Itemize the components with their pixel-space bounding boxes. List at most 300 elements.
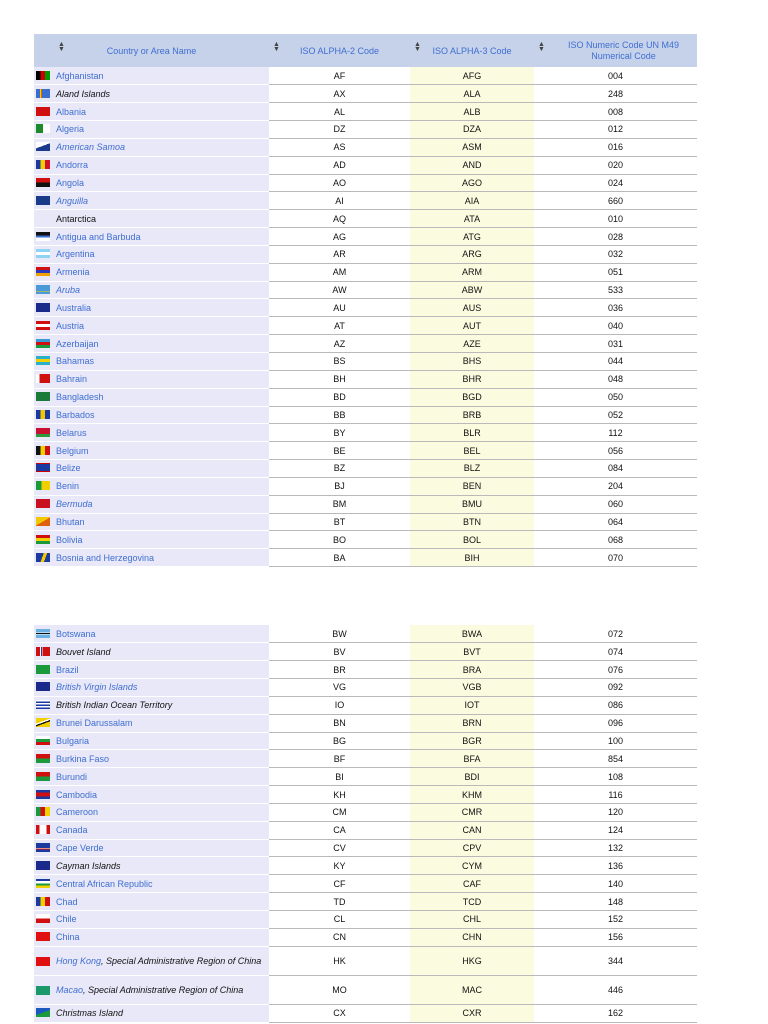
numeric-code-cell: 004 xyxy=(534,67,697,85)
numeric-code-cell: 048 xyxy=(534,370,697,388)
alpha2-cell: BS xyxy=(269,353,410,371)
alpha2-cell: AO xyxy=(269,174,410,192)
flag-icon xyxy=(36,843,50,852)
country-link[interactable]: Cape Verde xyxy=(56,843,104,854)
country-link[interactable]: Canada xyxy=(56,825,88,836)
country-link[interactable]: Chad xyxy=(56,896,78,907)
alpha3-cell: AUT xyxy=(410,317,534,335)
country-link[interactable]: China xyxy=(56,932,80,943)
flag-icon xyxy=(36,825,50,834)
alpha3-cell: BRA xyxy=(410,661,534,679)
flag-icon xyxy=(36,339,50,348)
alpha2-cell: KY xyxy=(269,857,410,875)
country-name-cell xyxy=(34,975,269,1004)
alpha2-cell: MO xyxy=(269,975,410,1004)
country-link[interactable]: Angola xyxy=(56,177,85,188)
numeric-code-cell: 120 xyxy=(534,803,697,821)
numeric-code-cell: 060 xyxy=(534,495,697,513)
flag-icon xyxy=(36,160,50,169)
alpha2-cell: TD xyxy=(269,893,410,911)
country-link[interactable]: Hong Kong xyxy=(56,955,102,966)
table-row xyxy=(34,679,697,697)
flag-icon xyxy=(36,897,50,906)
country-link[interactable]: Albania xyxy=(56,106,87,117)
alpha3-cell: BFA xyxy=(410,750,534,768)
column-header-alpha3[interactable] xyxy=(410,34,534,67)
country-codes-table-1 xyxy=(34,34,697,567)
alpha3-cell: MAC xyxy=(410,975,534,1004)
table-row xyxy=(34,643,697,661)
alpha2-cell: CF xyxy=(269,875,410,893)
country-name-cell xyxy=(34,442,269,460)
numeric-code-cell: 028 xyxy=(534,228,697,246)
country-link[interactable]: Azerbaijan xyxy=(56,338,99,349)
flag-icon xyxy=(36,249,50,258)
country-link[interactable]: Aruba xyxy=(56,285,81,296)
alpha2-cell: AR xyxy=(269,245,410,263)
country-name-cell xyxy=(34,299,269,317)
country-name: British Indian Ocean Territory xyxy=(56,700,173,711)
table-row xyxy=(34,121,697,139)
alpha2-cell: BA xyxy=(269,549,410,567)
alpha3-cell: BRB xyxy=(410,406,534,424)
alpha3-cell: VGB xyxy=(410,679,534,697)
country-name-cell xyxy=(34,531,269,549)
country-link[interactable]: Algeria xyxy=(56,124,85,135)
country-name-cell xyxy=(34,625,269,643)
alpha2-cell: AG xyxy=(269,228,410,246)
country-link[interactable]: Antigua and Barbuda xyxy=(56,231,141,242)
numeric-code-cell: 074 xyxy=(534,643,697,661)
country-link[interactable]: Bulgaria xyxy=(56,735,90,746)
flag-icon xyxy=(36,986,50,995)
numeric-code-cell: 100 xyxy=(534,732,697,750)
country-name-cell xyxy=(34,803,269,821)
alpha3-cell: BVT xyxy=(410,643,534,661)
numeric-code-cell: 050 xyxy=(534,388,697,406)
country-name-cell xyxy=(34,875,269,893)
alpha2-cell: VG xyxy=(269,679,410,697)
flag-icon xyxy=(36,861,50,870)
flag-icon xyxy=(36,285,50,294)
alpha2-cell: AW xyxy=(269,281,410,299)
alpha2-cell: BG xyxy=(269,732,410,750)
country-link[interactable]: Cameroon xyxy=(56,807,99,818)
numeric-code-cell: 148 xyxy=(534,893,697,911)
alpha2-cell: BI xyxy=(269,768,410,786)
alpha2-cell: KH xyxy=(269,786,410,804)
flag-icon xyxy=(36,807,50,816)
alpha2-cell: AS xyxy=(269,138,410,156)
alpha3-cell: BEN xyxy=(410,477,534,495)
alpha2-cell: CM xyxy=(269,803,410,821)
country-link[interactable]: Burkina Faso xyxy=(56,753,110,764)
table-row xyxy=(34,750,697,768)
country-name-cell xyxy=(34,786,269,804)
country-name-cell xyxy=(34,549,269,567)
flag-icon xyxy=(36,178,50,187)
table-row xyxy=(34,549,697,567)
flag-icon xyxy=(36,446,50,455)
alpha3-cell: HKG xyxy=(410,946,534,975)
alpha3-cell: ASM xyxy=(410,138,534,156)
country-name-cell xyxy=(34,946,269,975)
alpha3-cell: AUS xyxy=(410,299,534,317)
alpha3-cell: AZE xyxy=(410,335,534,353)
numeric-code-cell: 136 xyxy=(534,857,697,875)
country-link[interactable]: Australia xyxy=(56,302,92,313)
numeric-code-cell: 086 xyxy=(534,696,697,714)
flag-icon xyxy=(36,754,50,763)
country-name-cell xyxy=(34,495,269,513)
country-link[interactable]: Bosnia and Herzegovina xyxy=(56,552,155,563)
country-name-cell xyxy=(34,245,269,263)
country-link[interactable]: Bermuda xyxy=(56,499,93,510)
sort-icon[interactable]: ▲ ▼ xyxy=(538,41,545,53)
column-header-label: ISO ALPHA-3 Code xyxy=(432,45,512,56)
country-link[interactable]: Armenia xyxy=(56,267,90,278)
country-name-cell xyxy=(34,1004,269,1022)
table-row xyxy=(34,714,697,732)
flag-icon xyxy=(36,914,50,923)
numeric-code-cell: 344 xyxy=(534,946,697,975)
alpha3-cell: AND xyxy=(410,156,534,174)
alpha3-cell: CYM xyxy=(410,857,534,875)
country-link[interactable]: Belarus xyxy=(56,427,87,438)
table-row xyxy=(34,911,697,929)
table-row xyxy=(34,625,697,643)
alpha3-cell: ALB xyxy=(410,103,534,121)
column-header-alpha2[interactable] xyxy=(269,34,410,67)
alpha2-cell: AI xyxy=(269,192,410,210)
country-name-cell xyxy=(34,370,269,388)
country-name-cell xyxy=(34,696,269,714)
alpha2-cell: BR xyxy=(269,661,410,679)
country-link[interactable]: Chile xyxy=(56,914,77,925)
flag-icon xyxy=(36,517,50,526)
alpha3-cell: CAN xyxy=(410,821,534,839)
alpha3-cell: ALA xyxy=(410,85,534,103)
country-name-cell xyxy=(34,821,269,839)
alpha2-cell: CV xyxy=(269,839,410,857)
country-link[interactable]: Afghanistan xyxy=(56,70,104,81)
table-row xyxy=(34,893,697,911)
table-row xyxy=(34,210,697,228)
table-row xyxy=(34,85,697,103)
numeric-code-cell: 010 xyxy=(534,210,697,228)
alpha3-cell: BRN xyxy=(410,714,534,732)
alpha2-cell: BY xyxy=(269,424,410,442)
alpha2-cell: BH xyxy=(269,370,410,388)
country-codes-table-2 xyxy=(34,625,697,1023)
table-row xyxy=(34,696,697,714)
alpha3-cell: ATG xyxy=(410,228,534,246)
country-name-cell xyxy=(34,857,269,875)
alpha2-cell: BT xyxy=(269,513,410,531)
country-name: Christmas Island xyxy=(56,1008,124,1019)
alpha2-cell: DZ xyxy=(269,121,410,139)
table-row xyxy=(34,928,697,946)
flag-icon xyxy=(36,89,50,98)
column-header-label: ISO ALPHA-2 Code xyxy=(299,45,380,56)
country-link[interactable]: Belize xyxy=(56,463,81,474)
table-row xyxy=(34,839,697,857)
alpha3-cell: BTN xyxy=(410,513,534,531)
alpha2-cell: CL xyxy=(269,911,410,929)
numeric-code-cell: 020 xyxy=(534,156,697,174)
country-link[interactable]: Cambodia xyxy=(56,789,98,800)
country-link[interactable]: Bahamas xyxy=(56,356,95,367)
country-name-cell xyxy=(34,121,269,139)
alpha3-cell: TCD xyxy=(410,893,534,911)
alpha2-cell: AU xyxy=(269,299,410,317)
alpha2-cell: AM xyxy=(269,263,410,281)
flag-icon xyxy=(36,1008,50,1017)
country-name-cell xyxy=(34,210,269,228)
numeric-code-cell: 446 xyxy=(534,975,697,1004)
table-row xyxy=(34,531,697,549)
numeric-code-cell: 248 xyxy=(534,85,697,103)
country-name-cell xyxy=(34,643,269,661)
alpha3-cell: BEL xyxy=(410,442,534,460)
country-link[interactable]: American Samoa xyxy=(56,142,126,153)
alpha3-cell: BLZ xyxy=(410,460,534,478)
numeric-code-cell: 036 xyxy=(534,299,697,317)
alpha2-cell: AL xyxy=(269,103,410,121)
country-name-cell xyxy=(34,513,269,531)
country-link[interactable]: Barbados xyxy=(56,409,95,420)
country-name-cell xyxy=(34,353,269,371)
alpha2-cell: BM xyxy=(269,495,410,513)
alpha2-cell: BD xyxy=(269,388,410,406)
flag-icon xyxy=(36,790,50,799)
table-row xyxy=(34,353,697,371)
table-row xyxy=(34,406,697,424)
flag-icon xyxy=(36,772,50,781)
country-name-cell xyxy=(34,103,269,121)
numeric-code-cell: 152 xyxy=(534,911,697,929)
alpha3-cell: BGR xyxy=(410,732,534,750)
numeric-code-cell: 084 xyxy=(534,460,697,478)
table-body xyxy=(34,625,697,1022)
country-link[interactable]: Belgium xyxy=(56,445,89,456)
table-row xyxy=(34,103,697,121)
alpha2-cell: IO xyxy=(269,696,410,714)
numeric-code-cell: 112 xyxy=(534,424,697,442)
numeric-code-cell: 132 xyxy=(534,839,697,857)
table-row xyxy=(34,875,697,893)
alpha3-cell: BHS xyxy=(410,353,534,371)
country-name-cell xyxy=(34,192,269,210)
country-link[interactable]: Bhutan xyxy=(56,517,85,528)
table-row xyxy=(34,370,697,388)
alpha3-cell: CPV xyxy=(410,839,534,857)
alpha2-cell: BW xyxy=(269,625,410,643)
alpha2-cell: AT xyxy=(269,317,410,335)
country-name-cell xyxy=(34,317,269,335)
country-link[interactable]: Bahrain xyxy=(56,374,88,385)
country-link[interactable]: Brazil xyxy=(56,664,79,675)
country-link[interactable]: Central African Republic xyxy=(56,878,153,889)
country-name-suffix: , Special Administrative Region of China xyxy=(83,984,244,995)
flag-icon xyxy=(36,718,50,727)
flag-icon xyxy=(36,196,50,205)
alpha2-cell: BJ xyxy=(269,477,410,495)
country-name-cell xyxy=(34,768,269,786)
alpha3-cell: CAF xyxy=(410,875,534,893)
flag-icon xyxy=(36,232,50,241)
country-name-cell xyxy=(34,335,269,353)
country-name-cell xyxy=(34,460,269,478)
country-link[interactable]: Argentina xyxy=(56,249,95,260)
alpha3-cell: AIA xyxy=(410,192,534,210)
numeric-code-cell: 162 xyxy=(534,1004,697,1022)
numeric-code-cell: 032 xyxy=(534,245,697,263)
country-link[interactable]: Austria xyxy=(56,320,85,331)
flag-icon xyxy=(36,107,50,116)
flag-icon xyxy=(36,932,50,941)
country-link[interactable]: Anguilla xyxy=(56,195,89,206)
numeric-code-cell: 024 xyxy=(534,174,697,192)
numeric-code-cell: 076 xyxy=(534,661,697,679)
flag-icon xyxy=(36,356,50,365)
alpha2-cell: BN xyxy=(269,714,410,732)
country-name-cell xyxy=(34,67,269,85)
numeric-code-cell: 204 xyxy=(534,477,697,495)
country-name-cell xyxy=(34,477,269,495)
alpha2-cell: CX xyxy=(269,1004,410,1022)
numeric-code-cell: 854 xyxy=(534,750,697,768)
table-row xyxy=(34,67,697,85)
table-row xyxy=(34,495,697,513)
country-name-cell xyxy=(34,174,269,192)
table-row xyxy=(34,661,697,679)
numeric-code-cell: 008 xyxy=(534,103,697,121)
alpha3-cell: CXR xyxy=(410,1004,534,1022)
numeric-code-cell: 016 xyxy=(534,138,697,156)
sort-icon[interactable]: ▲ ▼ xyxy=(58,41,65,53)
flag-icon xyxy=(36,682,50,691)
flag-icon xyxy=(36,267,50,276)
country-name: Cayman Islands xyxy=(56,860,121,871)
numeric-code-cell: 140 xyxy=(534,875,697,893)
flag-icon xyxy=(36,428,50,437)
flag-icon xyxy=(36,463,50,472)
numeric-code-cell: 031 xyxy=(534,335,697,353)
country-link[interactable]: Bangladesh xyxy=(56,392,104,403)
flag-icon xyxy=(36,71,50,80)
country-name-cell xyxy=(34,138,269,156)
alpha3-cell: CHN xyxy=(410,928,534,946)
column-header-numeric[interactable] xyxy=(534,34,697,67)
numeric-code-cell: 070 xyxy=(534,549,697,567)
table-row xyxy=(34,946,697,975)
alpha2-cell: BE xyxy=(269,442,410,460)
country-name-cell xyxy=(34,750,269,768)
alpha3-cell: ATA xyxy=(410,210,534,228)
country-link[interactable]: Benin xyxy=(56,481,80,492)
alpha2-cell: AQ xyxy=(269,210,410,228)
country-link[interactable]: British Virgin Islands xyxy=(56,682,138,693)
table-row xyxy=(34,299,697,317)
sort-icon[interactable]: ▲ ▼ xyxy=(273,41,280,53)
flag-icon xyxy=(36,700,50,709)
country-link[interactable]: Brunei Darussalam xyxy=(56,718,133,729)
flag-icon xyxy=(36,553,50,562)
alpha3-cell: IOT xyxy=(410,696,534,714)
country-name: Antarctica xyxy=(56,213,97,224)
numeric-code-cell: 068 xyxy=(534,531,697,549)
country-link[interactable]: Bolivia xyxy=(56,534,83,545)
alpha3-cell: KHM xyxy=(410,786,534,804)
country-link[interactable]: Andorra xyxy=(56,160,89,171)
country-name-cell xyxy=(34,156,269,174)
table-row xyxy=(34,281,697,299)
flag-icon xyxy=(36,535,50,544)
flag-icon xyxy=(36,499,50,508)
table-row xyxy=(34,228,697,246)
country-name-suffix: , Special Administrative Region of China xyxy=(101,955,262,966)
table-row xyxy=(34,192,697,210)
alpha2-cell: BV xyxy=(269,643,410,661)
country-link[interactable]: Macao xyxy=(56,984,84,995)
alpha3-cell: BLR xyxy=(410,424,534,442)
country-name-cell xyxy=(34,714,269,732)
numeric-code-cell: 064 xyxy=(534,513,697,531)
alpha3-cell: BMU xyxy=(410,495,534,513)
table-row xyxy=(34,317,697,335)
flag-icon xyxy=(36,736,50,745)
alpha3-cell: AFG xyxy=(410,67,534,85)
table-row xyxy=(34,138,697,156)
numeric-code-cell: 052 xyxy=(534,406,697,424)
country-name-cell xyxy=(34,388,269,406)
country-name: Aland Islands xyxy=(56,88,111,99)
country-name-cell xyxy=(34,928,269,946)
numeric-code-cell: 116 xyxy=(534,786,697,804)
flag-icon xyxy=(36,957,50,966)
flag-icon xyxy=(36,879,50,888)
sort-icon[interactable]: ▲ ▼ xyxy=(414,41,421,53)
alpha2-cell: HK xyxy=(269,946,410,975)
numeric-code-cell: 012 xyxy=(534,121,697,139)
alpha3-cell: ARG xyxy=(410,245,534,263)
country-link[interactable]: Botswana xyxy=(56,628,96,639)
numeric-code-cell: 124 xyxy=(534,821,697,839)
flag-icon xyxy=(36,629,50,638)
table-row xyxy=(34,821,697,839)
numeric-code-cell: 533 xyxy=(534,281,697,299)
flag-icon xyxy=(36,124,50,133)
country-name-cell xyxy=(34,679,269,697)
flag-icon xyxy=(36,410,50,419)
numeric-code-cell: 108 xyxy=(534,768,697,786)
country-link[interactable]: Burundi xyxy=(56,771,88,782)
column-header-name[interactable] xyxy=(34,34,269,67)
table-header xyxy=(34,34,697,67)
table-row xyxy=(34,424,697,442)
table-row xyxy=(34,156,697,174)
flag-icon xyxy=(36,647,50,656)
table-row xyxy=(34,975,697,1004)
table-row xyxy=(34,442,697,460)
column-header-label: Country or Area Name xyxy=(106,45,197,56)
flag-icon xyxy=(36,481,50,490)
country-name: Bouvet Island xyxy=(56,646,111,657)
alpha3-cell: BOL xyxy=(410,531,534,549)
alpha3-cell: BIH xyxy=(410,549,534,567)
alpha3-cell: BDI xyxy=(410,768,534,786)
